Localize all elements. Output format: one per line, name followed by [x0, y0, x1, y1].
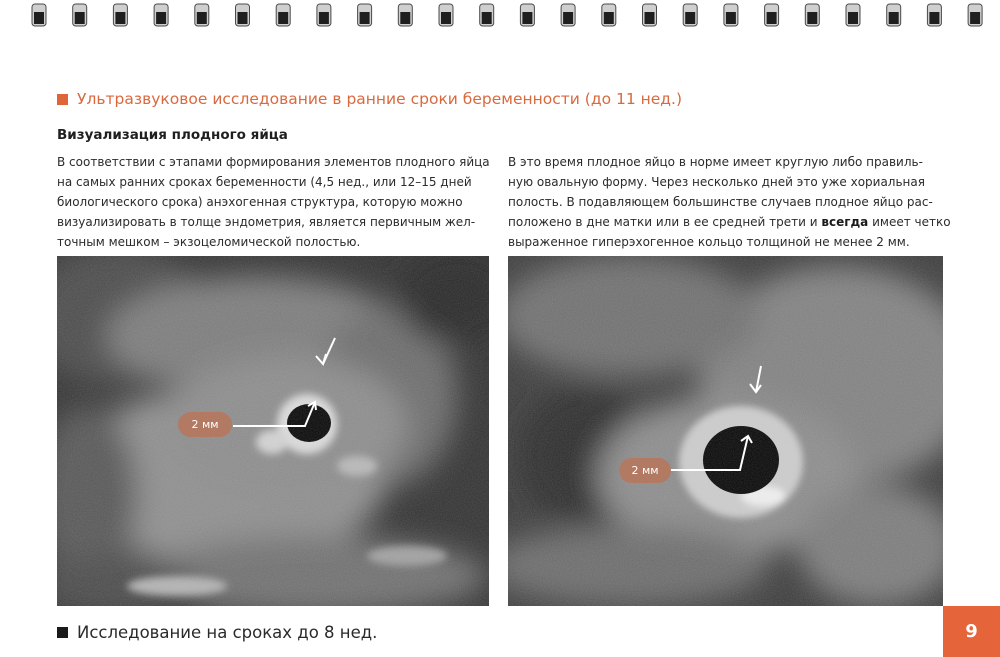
spiral-ring-shadow: [441, 12, 451, 24]
spiral-ring-shadow: [75, 12, 85, 24]
footer-heading: [57, 623, 377, 642]
paragraph-line: биологического срока) анэхогенная структура, которую можно: [57, 195, 463, 209]
spiral-ring-shadow: [767, 12, 777, 24]
ultrasound-image-left: [57, 256, 489, 606]
spiral-ring-shadow: [929, 12, 939, 24]
paragraph-line: точным мешком – экзоцеломической полостью.: [57, 235, 361, 249]
spiral-ring-shadow: [848, 12, 858, 24]
paragraph-line: полость. В подавляющем большинстве случаев плодное яйцо рас-: [508, 195, 933, 209]
section-marker-icon: [57, 94, 68, 105]
paragraph-line: на самых ранних сроках беременности (4,5 нед., или 12–15 дней: [57, 175, 472, 189]
spiral-ring-shadow: [889, 12, 899, 24]
left-paragraph: [57, 152, 497, 252]
footer-title: Исследование на сроках до 8 нед.: [77, 623, 378, 642]
ultrasound-scan: [508, 256, 943, 606]
measure-label: 2 мм: [178, 412, 232, 437]
spiral-ring-shadow: [360, 12, 370, 24]
paragraph-line: выраженное гиперэхогенное кольцо толщиной не менее 2 мм.: [508, 235, 910, 249]
paragraph-line: В соответствии с этапами формирования элементов плодного яйца: [57, 155, 490, 169]
spiral-ring-shadow: [726, 12, 736, 24]
paragraph-line: В это время плодное яйцо в норме имеет круглую либо правиль-: [508, 155, 923, 169]
spiral-ring-shadow: [522, 12, 532, 24]
section-heading: [57, 90, 682, 108]
text-run: положено в дне матки или в ее средней трети и: [508, 215, 822, 229]
paragraph-line: визуализировать в толще эндометрия, является первичным жел-: [57, 215, 476, 229]
spiral-ring-shadow: [685, 12, 695, 24]
ultrasound-image-right: [508, 256, 943, 606]
spiral-ring-shadow: [115, 12, 125, 24]
right-paragraph: [508, 152, 953, 252]
spiral-ring-shadow: [482, 12, 492, 24]
paragraph-line: ную овальную форму. Через несколько дней это уже хориальная: [508, 175, 925, 189]
spiral-ring-shadow: [34, 12, 44, 24]
footer-marker-icon: [57, 627, 68, 638]
spiral-ring-shadow: [238, 12, 248, 24]
ultrasound-scan: [57, 256, 489, 606]
section-title: Ультразвуковое исследование в ранние сроки беременности (до 11 нед.): [77, 90, 682, 108]
spiral-ring-shadow: [197, 12, 207, 24]
paragraph-line: [508, 212, 953, 232]
spiral-ring-shadow: [645, 12, 655, 24]
emphasis-word: всегда: [821, 215, 869, 229]
spiral-ring-shadow: [563, 12, 573, 24]
text-run: имеет четко: [868, 215, 951, 229]
spiral-ring-shadow: [400, 12, 410, 24]
spiral-ring-shadow: [319, 12, 329, 24]
spiral-ring-shadow: [604, 12, 614, 24]
spiral-binding: [0, 0, 1000, 30]
spiral-ring-shadow: [970, 12, 980, 24]
subsection-title: Визуализация плодного яйца: [57, 127, 288, 143]
spiral-ring-shadow: [278, 12, 288, 24]
spiral-ring-shadow: [807, 12, 817, 24]
page-number: 9: [943, 606, 1000, 657]
measure-label: 2 мм: [619, 458, 671, 483]
spiral-ring-shadow: [156, 12, 166, 24]
